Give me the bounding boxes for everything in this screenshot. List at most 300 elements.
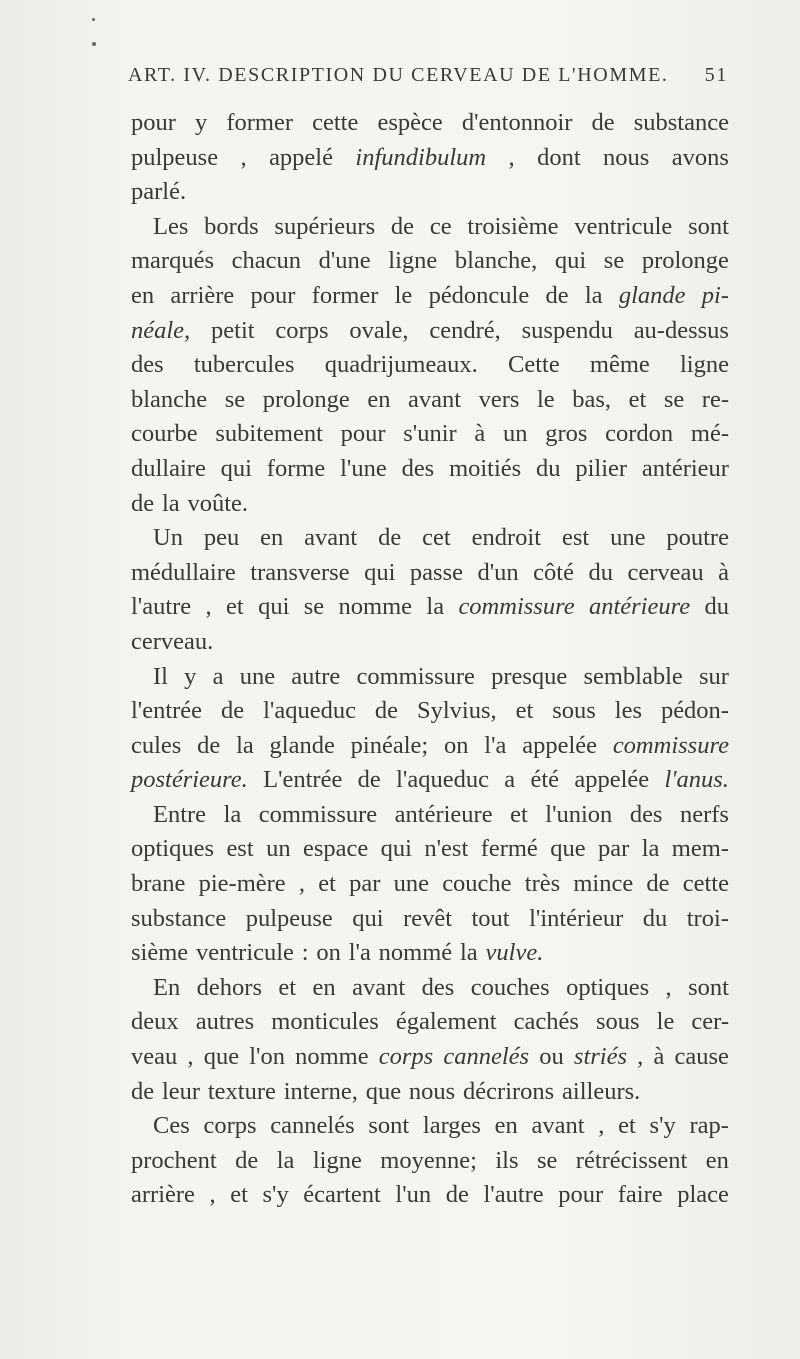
word: presque bbox=[491, 662, 568, 690]
word: nomme bbox=[338, 593, 413, 621]
text-line bbox=[131, 521, 729, 556]
word: avant bbox=[408, 385, 462, 413]
word: l'anus. bbox=[664, 766, 729, 794]
text-line bbox=[131, 902, 729, 937]
word: et bbox=[230, 1181, 248, 1209]
word: avons bbox=[671, 143, 729, 171]
word: de bbox=[591, 109, 615, 136]
text-line bbox=[131, 348, 729, 383]
text-line bbox=[131, 590, 729, 625]
word: y bbox=[184, 662, 197, 690]
word: subitement bbox=[215, 420, 323, 448]
word: commissure bbox=[258, 800, 378, 828]
word: la bbox=[641, 835, 660, 863]
text-line bbox=[131, 1144, 729, 1179]
word: s'y bbox=[649, 1112, 676, 1140]
word: En bbox=[153, 973, 181, 1001]
word: l'une bbox=[340, 454, 387, 482]
word: du bbox=[536, 454, 561, 482]
word: cerveau. bbox=[131, 627, 214, 655]
word: nomme bbox=[295, 1043, 369, 1071]
word: pédoncule bbox=[428, 281, 530, 309]
word: mé- bbox=[690, 420, 729, 448]
word: de bbox=[235, 1146, 259, 1174]
word: l'autre bbox=[483, 1181, 544, 1209]
word: espèce bbox=[377, 109, 443, 136]
word: est bbox=[226, 835, 254, 863]
word: brane bbox=[131, 870, 186, 898]
word: au-dessus bbox=[633, 316, 729, 344]
word: ligne bbox=[679, 351, 729, 379]
word: petit bbox=[211, 316, 255, 344]
text-line bbox=[131, 383, 729, 418]
word: sous bbox=[552, 697, 596, 725]
word: Il bbox=[153, 662, 168, 690]
word: l'aqueduc bbox=[396, 766, 489, 794]
word: optiques bbox=[566, 973, 650, 1001]
word: corps bbox=[378, 1043, 434, 1071]
word: gros bbox=[545, 420, 588, 448]
text-line bbox=[131, 141, 729, 176]
word: pédon- bbox=[660, 697, 729, 725]
word: de bbox=[221, 697, 245, 725]
word: sont bbox=[688, 212, 729, 240]
word: a bbox=[212, 662, 224, 690]
page-number: 51 bbox=[704, 64, 728, 86]
word: Ces bbox=[153, 1112, 190, 1140]
word: veau bbox=[131, 1043, 178, 1071]
word: se bbox=[663, 385, 685, 413]
word: pilier bbox=[575, 454, 628, 482]
word: des bbox=[421, 973, 455, 1001]
ink-speck bbox=[92, 42, 96, 46]
word: et bbox=[226, 593, 244, 621]
word: de bbox=[378, 524, 402, 552]
word: Les bbox=[153, 212, 189, 240]
word: à bbox=[474, 420, 486, 448]
word: poutre bbox=[666, 524, 729, 552]
word: fermé bbox=[480, 835, 538, 863]
word: avant bbox=[304, 524, 358, 552]
word: en bbox=[367, 385, 391, 413]
word: , bbox=[508, 143, 515, 171]
word: , bbox=[187, 1043, 194, 1071]
word: moyenne; bbox=[380, 1146, 477, 1174]
word: et bbox=[510, 800, 528, 828]
word: l'on bbox=[249, 1043, 285, 1071]
word: un bbox=[503, 420, 528, 448]
word: tout bbox=[471, 904, 510, 932]
word: qui bbox=[220, 454, 252, 482]
word: blanche, bbox=[454, 247, 538, 275]
word: pulpeuse bbox=[131, 143, 219, 171]
word: en bbox=[494, 1112, 518, 1140]
word: de bbox=[545, 281, 569, 309]
word: , bbox=[240, 143, 247, 171]
word: l'entrée bbox=[131, 697, 203, 725]
word: d'une bbox=[318, 247, 371, 275]
word: une bbox=[393, 870, 429, 898]
word: par bbox=[349, 870, 381, 898]
word: pour bbox=[250, 281, 296, 309]
word: voûte. bbox=[187, 489, 249, 517]
word: une bbox=[610, 524, 646, 552]
word: qui bbox=[554, 247, 587, 275]
word: le bbox=[394, 281, 413, 309]
text-line bbox=[131, 1005, 729, 1040]
word: cules bbox=[131, 731, 182, 759]
word: antérieure bbox=[588, 593, 691, 621]
word: décrirons bbox=[463, 1077, 555, 1105]
word: deux bbox=[131, 1008, 179, 1036]
word: interne, bbox=[283, 1077, 358, 1105]
word: , bbox=[205, 593, 212, 621]
body-text bbox=[131, 106, 729, 1213]
word: ou bbox=[539, 1043, 564, 1071]
word: nous bbox=[408, 1077, 456, 1105]
word: l'un bbox=[395, 1181, 432, 1209]
word: d'entonnoir bbox=[461, 109, 573, 136]
word: néale, bbox=[131, 316, 191, 344]
word: pinéale; bbox=[350, 731, 429, 759]
word: de bbox=[445, 1181, 469, 1209]
word: du bbox=[704, 593, 729, 621]
word: commissure bbox=[356, 662, 475, 690]
word: leur bbox=[161, 1077, 201, 1105]
word: une bbox=[239, 662, 276, 690]
word: s'y bbox=[262, 1181, 289, 1209]
word: du bbox=[642, 904, 668, 932]
word: la bbox=[584, 281, 603, 309]
word: faire bbox=[617, 1181, 663, 1209]
word: on bbox=[444, 731, 469, 759]
word: de bbox=[374, 697, 399, 725]
text-line bbox=[131, 625, 729, 660]
word: la bbox=[276, 1146, 295, 1174]
word: les bbox=[614, 697, 642, 725]
word: que bbox=[365, 1077, 402, 1105]
word: revêt bbox=[403, 904, 453, 932]
word: blanche bbox=[131, 385, 208, 413]
word: se bbox=[603, 247, 625, 275]
word: cette bbox=[682, 870, 729, 898]
word: place bbox=[677, 1181, 729, 1209]
word: antérieure bbox=[394, 800, 493, 828]
ink-speck bbox=[92, 18, 95, 21]
word: prolonge bbox=[641, 247, 729, 275]
word: forme bbox=[266, 454, 326, 482]
word: cer- bbox=[691, 1008, 729, 1036]
word: et bbox=[278, 973, 297, 1001]
word: ils bbox=[495, 1146, 519, 1174]
word: qui bbox=[364, 558, 396, 586]
word: glande bbox=[618, 281, 686, 309]
word: rap- bbox=[689, 1112, 729, 1140]
word: d'un bbox=[477, 558, 519, 586]
word: en bbox=[131, 281, 155, 309]
word: , bbox=[637, 1043, 644, 1071]
word: le bbox=[537, 385, 555, 413]
word: sur bbox=[699, 662, 729, 690]
word: prochent bbox=[131, 1146, 217, 1174]
word: la bbox=[236, 731, 254, 759]
word: du bbox=[588, 558, 613, 586]
word: n'est bbox=[424, 835, 469, 863]
word: marqués bbox=[131, 247, 214, 275]
word: l'autre bbox=[131, 593, 192, 621]
word: , bbox=[665, 973, 672, 1001]
word: striés bbox=[573, 1043, 627, 1071]
word: ligne bbox=[388, 247, 438, 275]
word: à bbox=[653, 1043, 665, 1071]
word: mem- bbox=[671, 835, 729, 863]
word: avant bbox=[352, 973, 406, 1001]
word: dullaire bbox=[131, 454, 206, 482]
word: en bbox=[312, 973, 336, 1001]
word: nous bbox=[603, 143, 650, 171]
word: larges bbox=[422, 1112, 481, 1140]
word: médullaire bbox=[131, 558, 236, 586]
word: corps bbox=[275, 316, 329, 344]
word: on bbox=[316, 939, 341, 967]
word: postérieure. bbox=[131, 766, 248, 794]
word: l'union bbox=[545, 800, 613, 828]
word: texture bbox=[207, 1077, 276, 1105]
text-line bbox=[131, 175, 729, 210]
word: et bbox=[618, 1112, 636, 1140]
word: sous bbox=[596, 1008, 640, 1036]
text-line bbox=[131, 660, 729, 695]
word: sont bbox=[688, 973, 729, 1001]
word: avant bbox=[531, 1112, 585, 1140]
word: de bbox=[131, 489, 155, 517]
word: et bbox=[515, 697, 534, 725]
word: a bbox=[504, 766, 516, 794]
word: : bbox=[301, 939, 309, 967]
word: transverse bbox=[250, 558, 350, 586]
word: , bbox=[209, 1181, 216, 1209]
word: de bbox=[357, 766, 381, 794]
word: été bbox=[530, 766, 560, 794]
text-line bbox=[131, 971, 729, 1006]
word: pulpeuse bbox=[245, 904, 333, 932]
word: est bbox=[561, 524, 590, 552]
word: L'entrée bbox=[263, 766, 343, 794]
word: qui bbox=[258, 593, 290, 621]
word: l'a bbox=[348, 939, 371, 967]
word: infundibulum bbox=[355, 143, 487, 171]
word: monticules bbox=[271, 1008, 379, 1036]
word: , bbox=[298, 870, 306, 898]
word: former bbox=[226, 109, 294, 136]
word: Entre bbox=[153, 800, 207, 828]
word: chacun bbox=[231, 247, 301, 275]
word: très bbox=[524, 870, 561, 898]
word: re- bbox=[701, 385, 729, 413]
word: ovale, bbox=[349, 316, 409, 344]
word: sont bbox=[368, 1112, 410, 1140]
word: courbe bbox=[131, 420, 198, 448]
word: côté bbox=[533, 558, 574, 586]
word: corps bbox=[203, 1112, 257, 1140]
word: commissure bbox=[458, 593, 575, 621]
word: supérieurs bbox=[274, 212, 376, 240]
word: parlé. bbox=[131, 178, 187, 206]
word: antérieur bbox=[641, 454, 729, 482]
word: quadrijumeaux. bbox=[324, 351, 478, 379]
word: se bbox=[536, 1146, 558, 1174]
word: de bbox=[131, 1077, 155, 1105]
word: cachés bbox=[513, 1008, 579, 1036]
word: y bbox=[195, 109, 208, 136]
text-line bbox=[131, 556, 729, 591]
word: de bbox=[390, 212, 415, 240]
word: arrière bbox=[131, 1181, 195, 1209]
word: se bbox=[303, 593, 325, 621]
word: commissure bbox=[612, 731, 729, 759]
word: ce bbox=[429, 212, 452, 240]
word: couche bbox=[442, 870, 512, 898]
text-line bbox=[131, 1040, 729, 1075]
word: se bbox=[224, 385, 246, 413]
word: autre bbox=[291, 662, 341, 690]
word: que bbox=[203, 1043, 240, 1071]
word: pour bbox=[558, 1181, 604, 1209]
word: ailleurs. bbox=[562, 1077, 641, 1105]
text-line bbox=[131, 763, 729, 798]
word: des bbox=[401, 454, 435, 482]
word: de bbox=[646, 870, 670, 898]
word: Cette bbox=[508, 351, 560, 379]
word: pour bbox=[131, 109, 176, 136]
word: glande bbox=[269, 731, 335, 759]
word: en bbox=[260, 524, 284, 552]
word: la bbox=[460, 939, 478, 967]
word: Un bbox=[153, 524, 183, 552]
word: la bbox=[426, 593, 445, 621]
word: cet bbox=[422, 524, 451, 552]
text-line bbox=[131, 244, 729, 279]
word: Sylvius, bbox=[416, 697, 497, 725]
word: substance bbox=[633, 109, 729, 136]
word: de bbox=[197, 731, 221, 759]
word: cerveau bbox=[627, 558, 704, 586]
word: vulve. bbox=[485, 939, 544, 967]
text-line bbox=[131, 832, 729, 867]
word: ventricule bbox=[195, 939, 294, 967]
text-line bbox=[131, 487, 729, 522]
word: suspendu bbox=[521, 316, 613, 344]
word: sième bbox=[131, 939, 189, 967]
word: troi- bbox=[686, 904, 729, 932]
text-line bbox=[131, 417, 729, 452]
word: des bbox=[131, 351, 164, 379]
word: cordon bbox=[605, 420, 674, 448]
word: tubercules bbox=[193, 351, 295, 379]
word: pour bbox=[340, 420, 386, 448]
text-line bbox=[131, 1075, 729, 1110]
word: semblable bbox=[583, 662, 683, 690]
word: dehors bbox=[196, 973, 262, 1001]
text-line bbox=[131, 798, 729, 833]
text-line bbox=[131, 314, 729, 349]
word: cendré, bbox=[429, 316, 501, 344]
word: arrière bbox=[170, 281, 235, 309]
word: l'a bbox=[484, 731, 507, 759]
word: s'unir bbox=[403, 420, 457, 448]
word: ventricule bbox=[574, 212, 673, 240]
word: former bbox=[311, 281, 379, 309]
word: cette bbox=[312, 109, 359, 136]
text-line bbox=[131, 1109, 729, 1144]
word: qui bbox=[352, 904, 384, 932]
word: vers bbox=[478, 385, 520, 413]
text-line bbox=[131, 106, 729, 141]
word: pie-mère bbox=[198, 870, 286, 898]
word: peu bbox=[203, 524, 240, 552]
word: et bbox=[628, 385, 647, 413]
word: cannelés bbox=[443, 1043, 530, 1071]
running-header bbox=[128, 64, 728, 94]
word: à bbox=[718, 558, 729, 586]
word: , bbox=[598, 1112, 605, 1140]
word: par bbox=[598, 835, 630, 863]
word: appelé bbox=[269, 143, 333, 171]
text-line bbox=[131, 694, 729, 729]
word: écartent bbox=[303, 1181, 381, 1209]
word: substance bbox=[131, 904, 227, 932]
word: cannelés bbox=[270, 1112, 355, 1140]
word: optiques bbox=[131, 835, 215, 863]
word: troisième bbox=[467, 212, 559, 240]
word: que bbox=[550, 835, 586, 863]
word: le bbox=[656, 1008, 675, 1036]
word: pi- bbox=[701, 281, 729, 309]
word: cause bbox=[674, 1043, 729, 1071]
word: couches bbox=[470, 973, 550, 1001]
text-line bbox=[131, 279, 729, 314]
word: appelée bbox=[574, 766, 650, 794]
word: nerfs bbox=[679, 800, 729, 828]
word: autres bbox=[195, 1008, 255, 1036]
word: des bbox=[629, 800, 663, 828]
word: espace bbox=[302, 835, 369, 863]
running-title: ART. IV. DESCRIPTION DU CERVEAU DE L'HOMME. bbox=[128, 64, 669, 86]
text-line bbox=[131, 867, 729, 902]
text-line bbox=[131, 210, 729, 245]
word: nommé bbox=[378, 939, 453, 967]
word: rétrécissent bbox=[575, 1146, 688, 1174]
word: passe bbox=[409, 558, 463, 586]
word: bas, bbox=[572, 385, 612, 413]
word: endroit bbox=[471, 524, 542, 552]
word: la bbox=[161, 489, 180, 517]
word: appelée bbox=[522, 731, 598, 759]
word: mince bbox=[573, 870, 634, 898]
word: bords bbox=[204, 212, 259, 240]
text-line bbox=[131, 452, 729, 487]
text-line bbox=[131, 729, 729, 764]
word: même bbox=[589, 351, 650, 379]
text-line bbox=[131, 1178, 729, 1213]
word: ligne bbox=[312, 1146, 362, 1174]
word: également bbox=[395, 1008, 497, 1036]
word: l'aqueduc bbox=[263, 697, 356, 725]
word: en bbox=[705, 1146, 729, 1174]
word: un bbox=[266, 835, 291, 863]
word: la bbox=[223, 800, 242, 828]
word: dont bbox=[537, 143, 581, 171]
